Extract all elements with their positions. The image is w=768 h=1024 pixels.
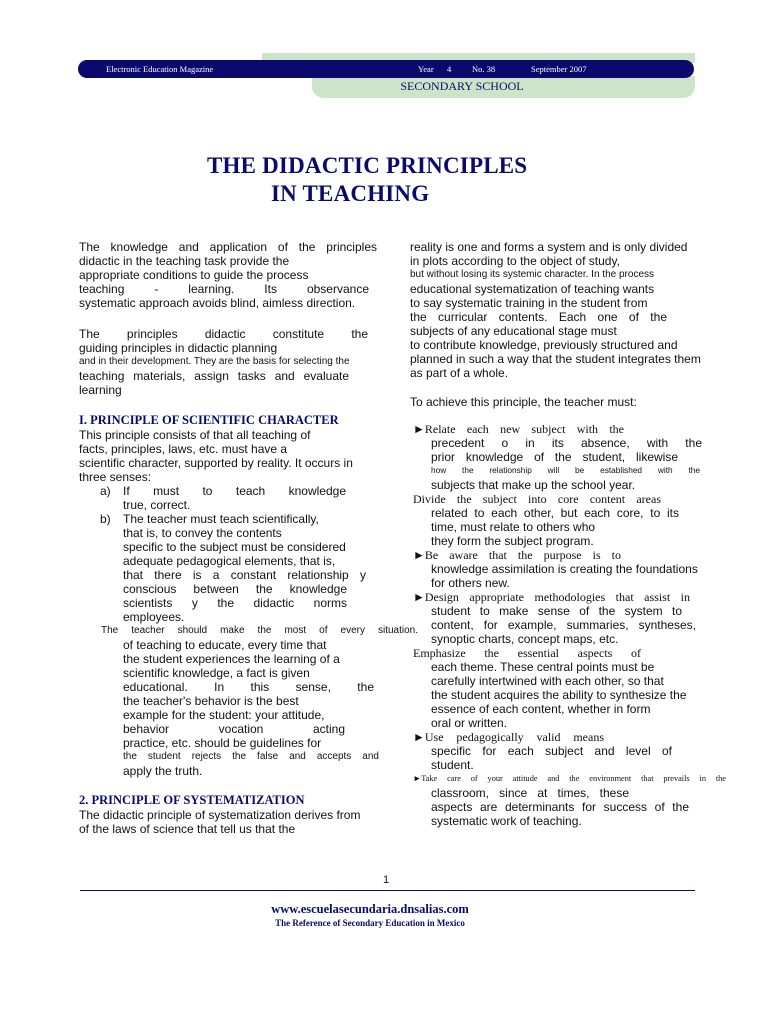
- list-item-line: If must to teach knowledge: [123, 484, 346, 498]
- list-marker: b): [100, 512, 111, 526]
- paragraph-line: as part of a whole.: [410, 366, 509, 380]
- bullet-line: student to make sense of the system to: [431, 604, 682, 618]
- bullet-line: oral or written.: [431, 716, 508, 730]
- bullet-line: precedent o in its absence, with the: [431, 436, 702, 450]
- paragraph-line: in plots according to the object of study,: [410, 254, 620, 268]
- list-item-line: employees.: [123, 610, 185, 624]
- paragraph-line: three senses:: [79, 470, 152, 484]
- page-number: 1: [382, 874, 390, 886]
- website-link[interactable]: www.escuelasecundaria.dnsalias.com: [271, 902, 469, 916]
- paragraph-line: reality is one and forms a system and is only divided: [410, 240, 688, 254]
- paragraph-line: appropriate conditions to guide the process: [79, 268, 309, 282]
- list-item-line: scientists y the didactic norms: [123, 596, 347, 610]
- bullet-line: ►Be aware that the purpose is to: [413, 548, 621, 562]
- paragraph-line: the student experiences the learning of a: [123, 652, 340, 666]
- year-value: 4: [447, 64, 452, 74]
- bullet-line: they form the subject program.: [431, 534, 594, 548]
- bullet-line: specific for each subject and level of: [431, 744, 672, 758]
- bullet-line: synoptic charts, concept maps, etc.: [431, 632, 619, 646]
- list-item-line: The teacher must teach scientifically,: [123, 512, 319, 526]
- bullet-line: essence of each content, whether in form: [431, 702, 651, 716]
- bullet-line: the student acquires the ability to synthesize the: [431, 688, 687, 702]
- paragraph-line: scientific knowledge, a fact is given: [123, 666, 310, 680]
- section-heading: 2. PRINCIPLE OF SYSTEMATIZATION: [79, 793, 305, 807]
- footer-tagline: The Reference of Secondary Education in Mexico: [275, 918, 465, 928]
- paragraph-line: scientific character, supported by reality. It occurs in: [79, 456, 353, 470]
- paragraph-line: of teaching to educate, every time that: [123, 638, 327, 652]
- section-heading: I. PRINCIPLE OF SCIENTIFIC CHARACTER: [79, 413, 339, 427]
- paragraph-line: the student rejects the false and accepts and: [123, 751, 379, 762]
- paragraph-line: This principle consists of that all teaching of: [79, 428, 311, 442]
- paragraph-line: The knowledge and application of the principles: [79, 240, 377, 254]
- bullet-line: Divide the subject into core content areas: [413, 492, 661, 506]
- footer-divider: [80, 890, 695, 891]
- list-item-line: true, correct.: [123, 498, 191, 512]
- title-line-2: IN TEACHING: [271, 181, 430, 206]
- issue-date: September 2007: [531, 64, 587, 74]
- paragraph-line: practice, etc. should be guidelines for: [123, 736, 322, 750]
- paragraph-line: guiding principles in didactic planning: [79, 341, 278, 355]
- list-marker: a): [100, 484, 111, 498]
- bullet-line: ►Take care of your attitude and the environment that prevails in the: [413, 774, 726, 783]
- year-label: Year: [418, 64, 434, 74]
- paragraph-line: to say systematic training in the student from: [410, 296, 648, 310]
- bullet-line: student.: [431, 758, 474, 772]
- bullet-line: time, must relate to others who: [431, 520, 596, 534]
- paragraph-line: teaching - learning. Its observance: [79, 282, 369, 296]
- paragraph-line: and in their development. They are the basis for selecting the: [79, 356, 350, 367]
- bullet-line: systematic work of teaching.: [431, 814, 582, 828]
- paragraph-line: educational systematization of teaching wants: [410, 282, 655, 296]
- paragraph-line: The principles didactic constitute the: [79, 327, 368, 341]
- paragraph-line: didactic in the teaching task provide the: [79, 254, 290, 268]
- bullet-line: Emphasize the essential aspects of: [413, 646, 641, 660]
- paragraph-line: example for the student: your attitude,: [123, 708, 325, 722]
- list-item-line: that there is a constant relationship y: [123, 568, 366, 582]
- paragraph-line: of the laws of science that tell us that the: [79, 822, 296, 836]
- paragraph-line: learning: [79, 383, 122, 397]
- bullet-line: ►Use pedagogically valid means: [413, 730, 604, 744]
- paragraph-line: apply the truth.: [123, 764, 203, 778]
- bullet-line: ►Relate each new subject with the: [413, 422, 624, 436]
- paragraph-line: teaching materials, assign tasks and evaluate: [79, 369, 349, 383]
- bullet-line: aspects are determinants for success of the: [431, 800, 689, 814]
- list-item-line: conscious between the knowledge: [123, 582, 347, 596]
- list-item-line: specific to the subject must be considered: [123, 540, 346, 554]
- bullet-line: for others new.: [431, 576, 510, 590]
- bullet-line: ►Design appropriate methodologies that assist in: [413, 590, 690, 604]
- list-item-line: that is, to convey the contents: [123, 526, 282, 540]
- header-bar: [78, 60, 694, 78]
- paragraph-line: facts, principles, laws, etc. must have a: [79, 442, 288, 456]
- paragraph-line: behavior vocation acting: [123, 722, 345, 736]
- bullet-line: subjects that make up the school year.: [431, 478, 636, 492]
- paragraph-line: The didactic principle of systematization derives from: [79, 808, 361, 822]
- bullet-line: related to each other, but each core, to its: [431, 506, 679, 520]
- section-label: SECONDARY SCHOOL: [400, 79, 524, 93]
- bullet-line: carefully intertwined with each other, so that: [431, 674, 664, 688]
- paragraph-line: the teacher's behavior is the best: [123, 694, 299, 708]
- paragraph-line: systematic approach avoids blind, aimless direction.: [79, 296, 356, 310]
- bullet-line: each theme. These central points must be: [431, 660, 655, 674]
- paragraph-line: The teacher should make the most of every situation.: [101, 625, 418, 636]
- paragraph-line: the curricular contents. Each one of the: [410, 310, 667, 324]
- magazine-name: Electronic Education Magazine: [106, 64, 214, 74]
- bullet-line: how the relationship will be established with the: [431, 465, 700, 475]
- bullet-line: knowledge assimilation is creating the foundations: [431, 562, 698, 576]
- paragraph-line: planned in such a way that the student integrates them: [410, 352, 701, 366]
- paragraph-line: but without losing its systemic character. In the process: [410, 269, 654, 280]
- issue-number: No. 38: [472, 64, 496, 74]
- title-line-1: THE DIDACTIC PRINCIPLES: [207, 153, 528, 178]
- paragraph-line: To achieve this principle, the teacher must:: [410, 395, 637, 409]
- paragraph-line: subjects of any educational stage must: [410, 324, 617, 338]
- bullet-line: classroom, since at times, these: [431, 786, 629, 800]
- paragraph-line: to contribute knowledge, previously structured and: [410, 338, 678, 352]
- bullet-line: content, for example, summaries, syntheses,: [431, 618, 696, 632]
- bullet-line: prior knowledge of the student, likewise: [431, 450, 678, 464]
- list-item-line: adequate pedagogical elements, that is,: [123, 554, 336, 568]
- paragraph-line: educational. In this sense, the: [123, 680, 374, 694]
